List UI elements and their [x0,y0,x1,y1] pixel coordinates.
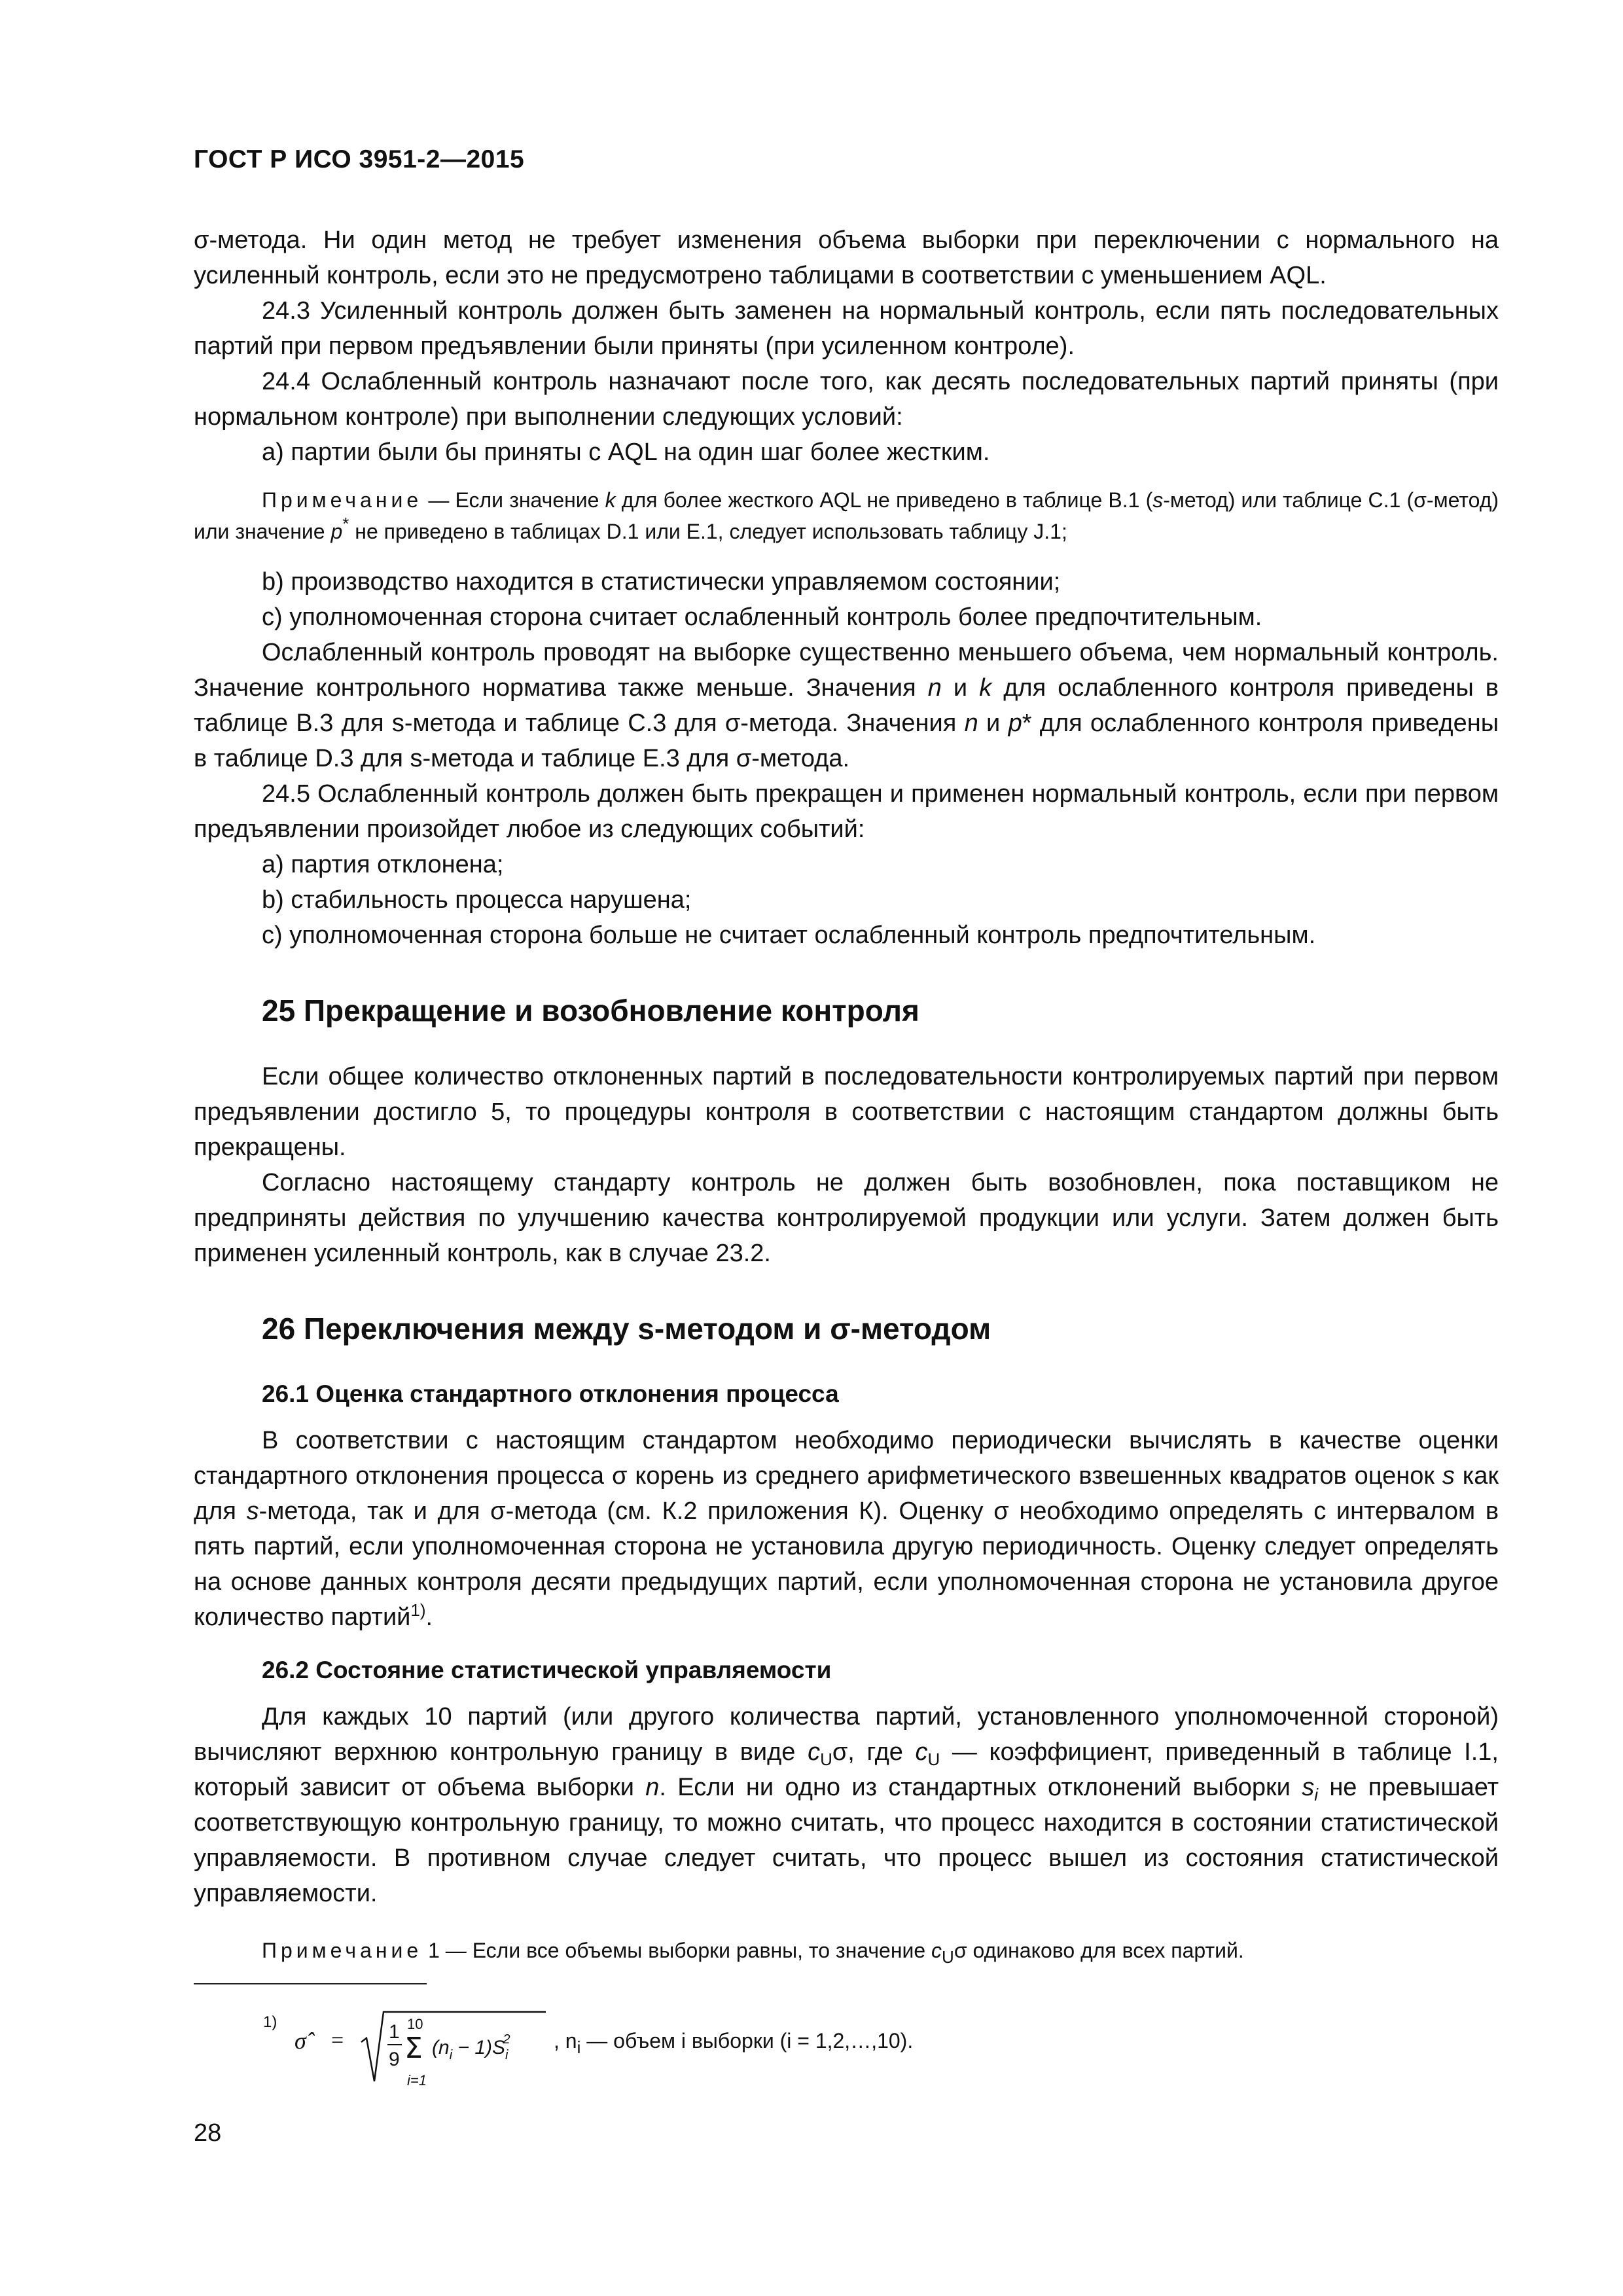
paragraph: Ослабленный контроль проводят на выборке существенно меньшего объема, чем нормальный контроль. Значение контрольного норматива также меньше. Значения n и k для ослабленного контроля приведены в таблице B.3 для s-метода и таблице C.3 для σ-метода. Значения n и p* для ослабленного контроля приведены в таблице D.3 для s-метода и таблице E.3 для σ-метода. [194,639,1499,772]
page-header: ГОСТ Р ИСО 3951-2—2015 [194,145,525,173]
subsection-heading: 26.2 Состояние статистической управляемости [262,1657,832,1683]
footnote-ref[interactable]: 1) [410,1600,426,1620]
sigma-hat: σ̂ [294,2028,306,2054]
paragraph: Согласно настоящему стандарту контроль не должен быть возобновлен, пока поставщиком не предприняты действия по улучшению качества контролируемой продукции или услуги. Затем должен быть применен усиленный контроль, как в случае 23.2. [194,1169,1499,1267]
footnote-separator [194,1983,427,1984]
page-number: 28 [194,2119,222,2147]
paragraph: В соответствии с настоящим стандартом необходимо периодически вычислять в качестве оценки стандартного отклонения процесса σ корень из среднего арифметического взвешенных квадратов оценок s как для s-метода, так и для σ-метода (см. К.2 приложения К). Оценку σ необходимо определять с интервалом в пять партий, если уполномоченная сторона не установила другую периодичность. Оценку следует определять на основе данных контроля десяти предыдущих партий, если уполномоченная сторона не установила другое количество партий$^{1)}$. [194,1427,1499,1631]
equals-sign: = [331,2028,344,2053]
list-item: a) партии были бы приняты с AQL на один шаг более жестким. [262,439,990,466]
footnote-mark: 1) [263,2013,277,2031]
paragraph: Если общее количество отклоненных партий в последовательности контролируемых партий при первом предъявлении достигло 5, то процедуры контроля в соответствии с настоящим стандартом должны быть прекращены. [194,1063,1499,1161]
list-item: c) уполномоченная сторона считает ослабленный контроль более предпочтительным. [262,603,1262,631]
paragraph: σ-метода. Ни один метод не требует изменения объема выборки при переключении с нормального на усиленный контроль, если это не предусмотрено таблицами в соответствии с уменьшением AQL. [194,226,1499,289]
list-item: b) производство находится в статистически управляемом состоянии; [262,568,1061,596]
sum-lower-limit: i=1 [407,2072,427,2089]
note-label: Примечание [262,488,423,512]
paragraph: 24.4 Ослабленный контроль назначают после того, как десять последовательных партий приняты (при нормальном контроле) при выполнении следующих условий: [194,368,1499,431]
section-heading: 25 Прекращение и возобновление контроля [262,994,919,1028]
note: Примечание 1 — Если все объемы выборки равны, то значение $c_U\sigma$ одинаково для всех партий. [262,1939,1244,1967]
footnote [259,2003,1372,2101]
fraction-numerator: 1 [389,2021,400,2043]
paragraph: Для каждых 10 партий (или другого количества партий, установленного уполномоченной стороной) вычисляют верхнюю контрольную границу в виде $c_U\sigma$, где $c_U$ — коэффициент, приведенный в таблице I.1, который зависит от объема выборки n. Если ни одно из стандартных отклонений выборки $s_i$ не превышает соответствующую контрольную границу, то можно считать, что процесс находится в состоянии статистической управляемости. В противном случае следует считать, что процесс вышел из состояния статистической управляемости. [194,1703,1499,1907]
list-item: b) стабильность процесса нарушена; [262,886,692,914]
note-label: Примечание [262,1939,423,1962]
paragraph: 24.3 Усиленный контроль должен быть заменен на нормальный контроль, если пять последовательных партий при первом предъявлении были приняты (при усиленном контроле). [194,297,1499,360]
sum-sign: Σ [404,2032,423,2065]
section-heading: 26 Переключения между s-методом и σ-методом [262,1312,991,1346]
list-item: a) партия отклонена; [262,851,504,878]
note: Примечание — Если значение k для более жесткого AQL не приведено в таблице B.1 (s-метод) или таблице C.1 (σ-метод) или значение p* не приведено в таблицах D.1 или E.1, следует использовать таблицу J.1; [194,488,1499,543]
sum-upper-limit: 10 [407,2016,423,2032]
list-item: c) уполномоченная сторона больше не считает ослабленный контроль предпочтительным. [262,922,1316,949]
fraction-denominator: 9 [389,2049,400,2070]
sigma-formula [292,2003,547,2101]
footnote-text: , $n_i$ — объем i выборки (i = 1,2,…,10). [554,2029,914,2057]
paragraph: 24.5 Ослабленный контроль должен быть прекращен и применен нормальный контроль, если при первом предъявлении произойдет любое из следующих событий: [194,780,1499,843]
document-body [194,223,1499,1983]
subsection-heading: 26.1 Оценка стандартного отклонения процесса [262,1380,839,1407]
summand: $(n_i - 1)S_i2$ [432,2032,510,2062]
